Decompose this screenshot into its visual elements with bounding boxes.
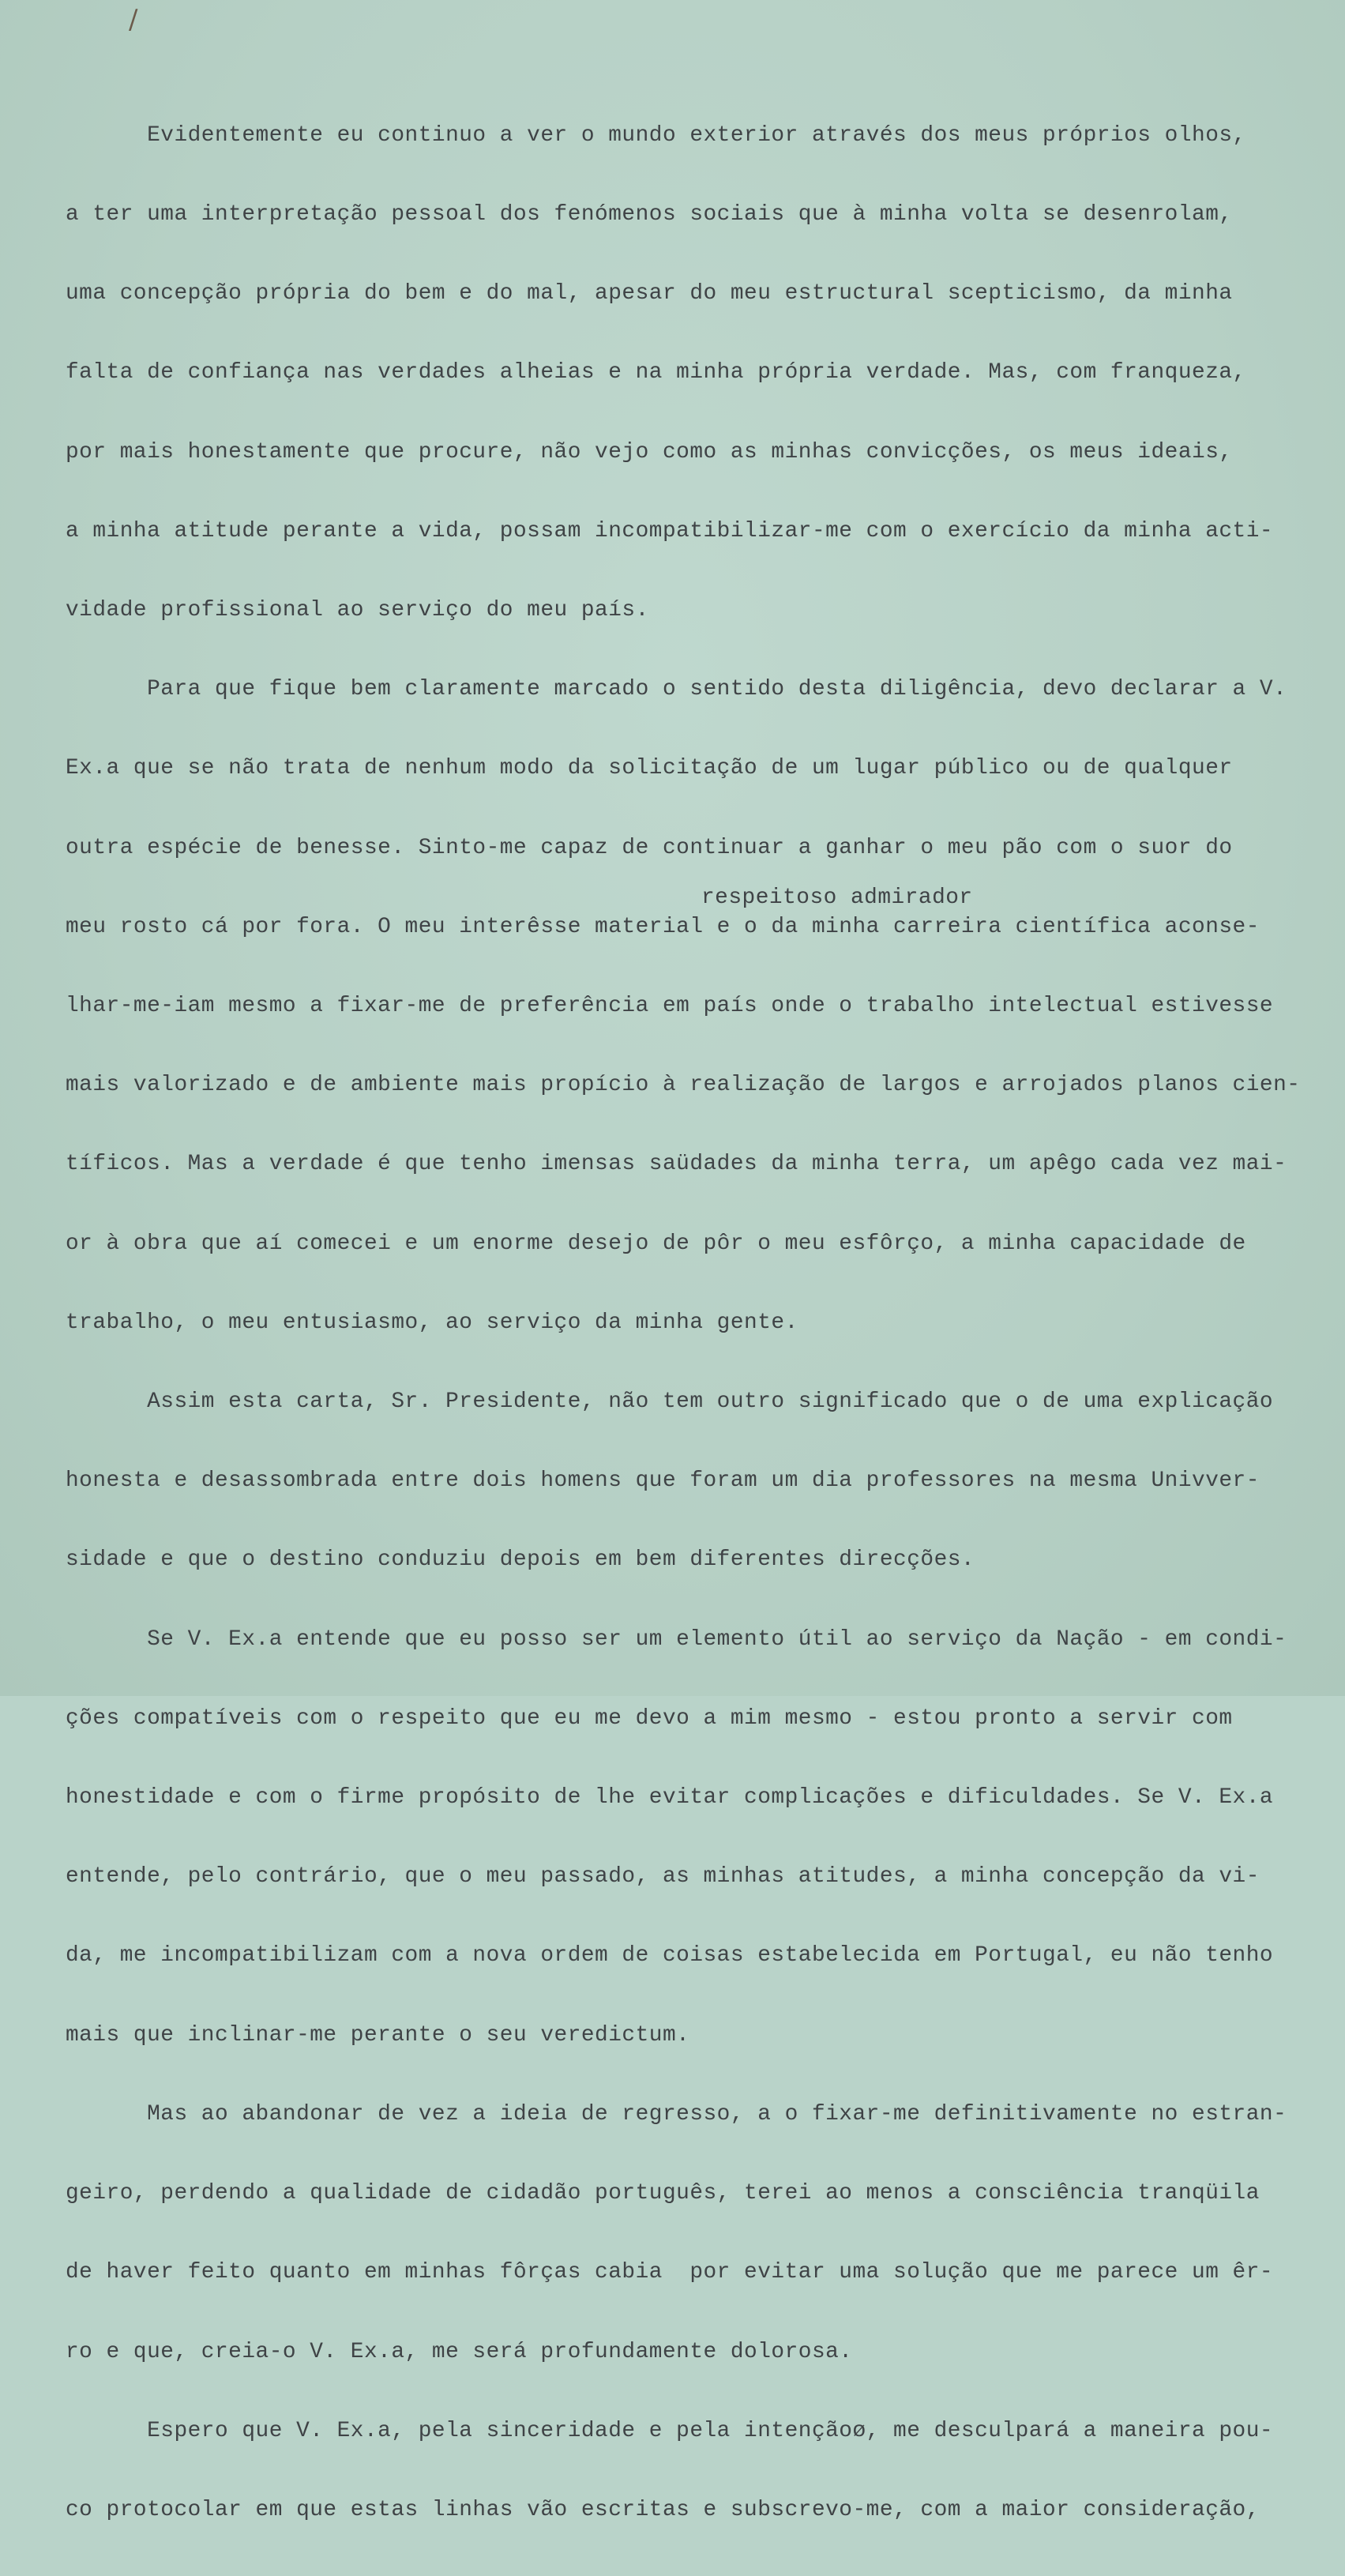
letter-line: a ter uma interpretação pessoal dos fenómenos sociais que à minha volta se desenrolam, xyxy=(66,202,1233,228)
letter-line: entende, pelo contrário, que o meu passado, as minhas atitudes, a minha concepção da vi- xyxy=(66,1864,1260,1890)
letter-line: Para que fique bem claramente marcado o sentido desta diligência, devo declarar a V. xyxy=(66,677,1287,702)
letter-line: Espero que V. Ex.a, pela sinceridade e pela intençãoø, me desculpará a maneira pou- xyxy=(66,2418,1274,2443)
letter-line: outra espécie de benesse. Sinto-me capaz de continuar a ganhar o meu pão com o suor do xyxy=(66,835,1233,860)
letter-line: Assim esta carta, Sr. Presidente, não tem outro significado que o de uma explicação xyxy=(66,1390,1274,1415)
letter-line: falta de confiança nas verdades alheias e na minha própria verdade. Mas, com franqueza, xyxy=(66,360,1246,385)
letter-line: sidade e que o destino conduziu depois em bem diferentes direcções. xyxy=(66,1547,975,1573)
letter-line: lhar-me-iam mesmo a fixar-me de preferência em país onde o trabalho intelectual estivesse xyxy=(66,994,1274,1019)
letter-line: uma concepção própria do bem e do mal, apesar do meu estructural scepticismo, da minha xyxy=(66,281,1233,306)
letter-line: or à obra que aí comecei e um enorme desejo de pôr o meu esfôrço, a minha capacidade de xyxy=(66,1231,1246,1256)
letter-body xyxy=(66,70,1301,2576)
letter-line: a minha atitude perante a vida, possam incompatibilizar-me com o exercício da minha acti- xyxy=(66,518,1274,543)
letter-line: trabalho, o meu entusiasmo, ao serviço da minha gente. xyxy=(66,1310,798,1335)
letter-line: geiro, perdendo a qualidade de cidadão português, terei ao menos a consciência tranqüila xyxy=(66,2181,1260,2206)
letter-line: vidade profissional ao serviço do meu país. xyxy=(66,598,649,623)
letter-line: co protocolar em que estas linhas vão escritas e subscrevo-me, com a maior consideração, xyxy=(66,2497,1260,2522)
paper-mark: / xyxy=(129,4,138,36)
letter-line: da, me incompatibilizam com a nova ordem de coisas estabelecida em Portugal, eu não tenho xyxy=(66,1943,1274,1969)
closing-line: respeitoso admirador xyxy=(701,886,973,910)
letter-line: honesta e desassombrada entre dois homens que foram um dia professores na mesma Univver- xyxy=(66,1469,1260,1494)
letter-line: mais valorizado e de ambiente mais propício à realização de largos e arrojados planos cien- xyxy=(66,1073,1301,1098)
letter-line: por mais honestamente que procure, não vejo como as minhas convicções, os meus ideais, xyxy=(66,439,1233,464)
letter-line: ro e que, creia-o V. Ex.a, me será profundamente dolorosa. xyxy=(66,2339,853,2364)
letter-line: tíficos. Mas a verdade é que tenho imensas saüdades da minha terra, um apêgo cada vez mai- xyxy=(66,1152,1287,1177)
letter-line: meu rosto cá por fora. O meu interêsse material e o da minha carreira científica aconse- xyxy=(66,914,1260,939)
letter-line: honestidade e com o firme propósito de lhe evitar complicações e dificuldades. Se V. Ex.a xyxy=(66,1785,1274,1811)
letter-line: Se V. Ex.a entende que eu posso ser um elemento útil ao serviço da Nação - em condi- xyxy=(66,1626,1287,1652)
letter-line: mais que inclinar-me perante o seu veredictum. xyxy=(66,2022,690,2048)
letter-line: ções compatíveis com o respeito que eu me devo a mim mesmo - estou pronto a servir com xyxy=(66,1705,1233,1731)
letter-line: Evidentemente eu continuo a ver o mundo exterior através dos meus próprios olhos, xyxy=(66,122,1246,148)
letter-line: Mas ao abandonar de vez a ideia de regresso, a o fixar-me definitivamente no estran- xyxy=(66,2101,1287,2127)
letter-line: Ex.a que se não trata de nenhum modo da solicitação de um lugar público ou de qualquer xyxy=(66,756,1233,781)
letter-line: de haver feito quanto em minhas fôrças cabia por evitar uma solução que me parece um êr- xyxy=(66,2260,1274,2285)
